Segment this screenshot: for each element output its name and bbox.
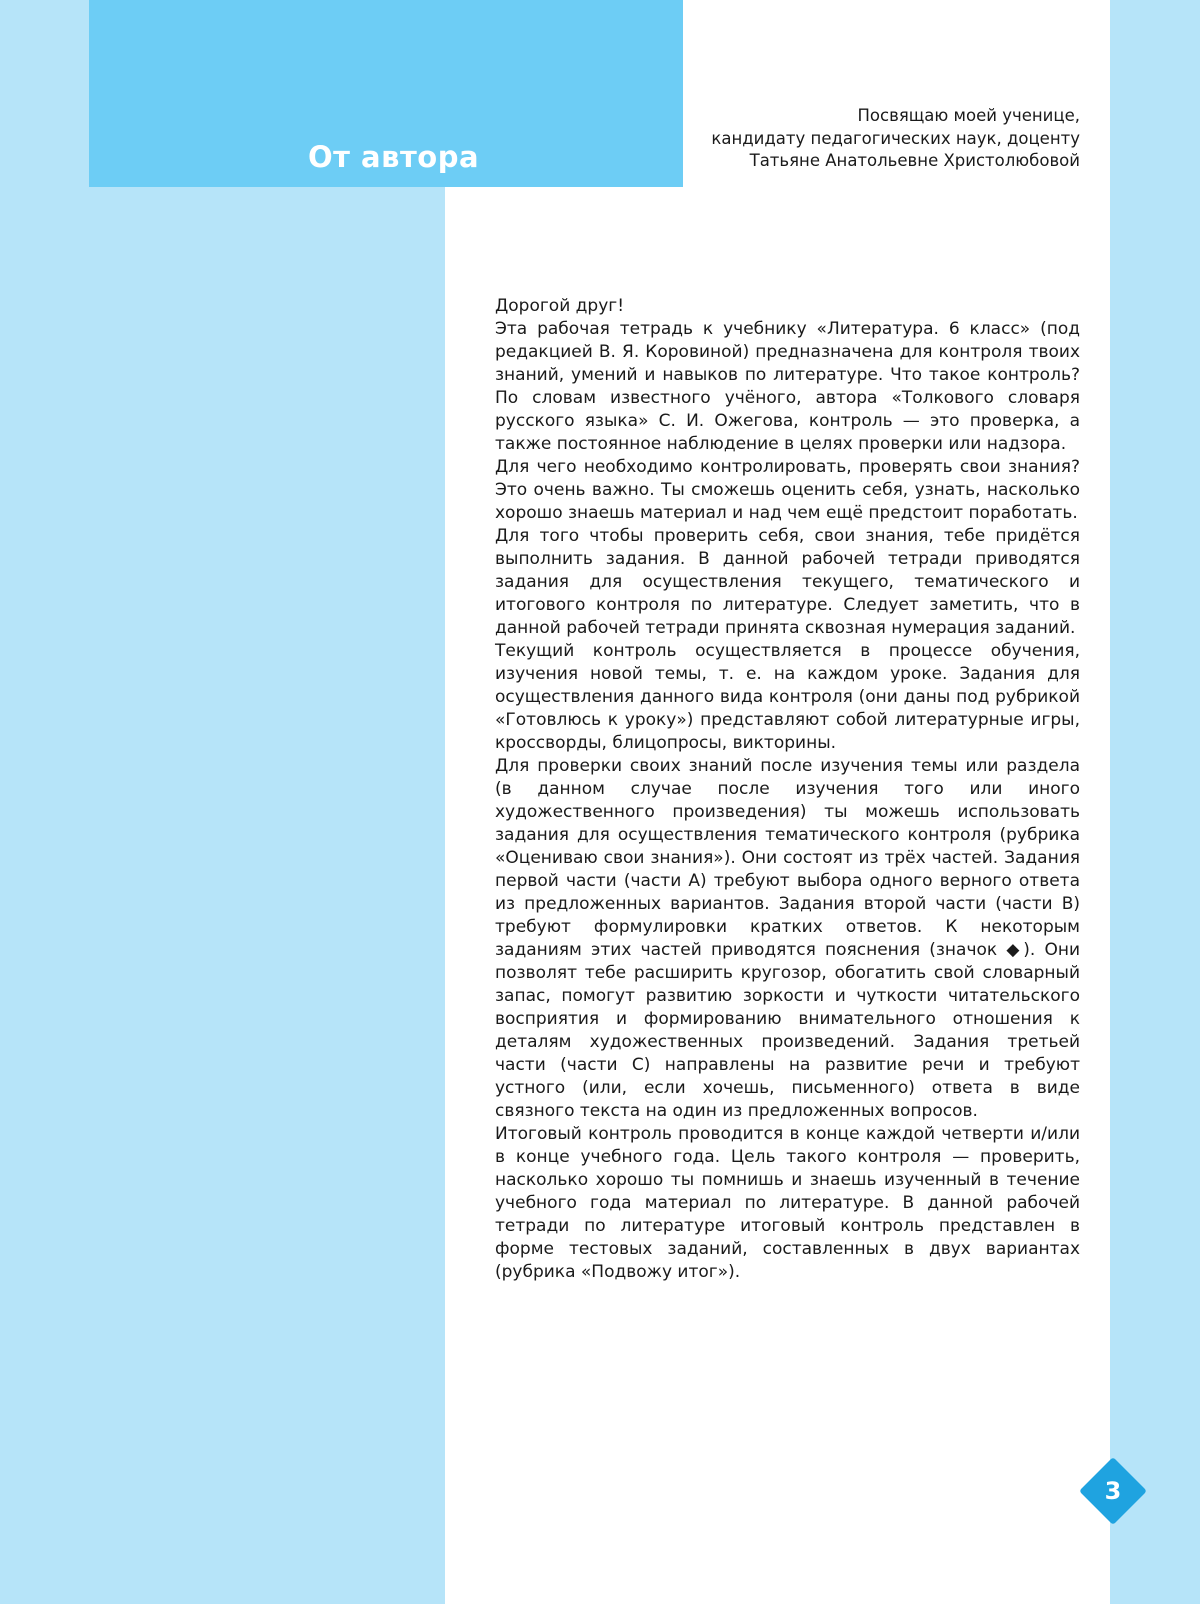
dedication-line: Татьяне Анатольевне Христолюбовой <box>749 151 1080 170</box>
letter-paragraph: Для чего необходимо контролировать, проверять свои знания? Это очень важно. Ты сможешь оценить себя, узнать, насколько хорошо знаешь материал и над чем ещё предстоит поработать. <box>495 457 1080 523</box>
dedication <box>660 105 1080 173</box>
page-number: 3 <box>1104 1477 1122 1505</box>
letter-paragraph: Эта рабочая тетрадь к учебнику «Литература. 6 класс» (под редакцией В. Я. Коровиной) предназначена для контроля твоих знаний, умений и навыков по литературе. Что такое контроль? По словам известного учёного, автора «Толкового словаря русского языка» С. И. Ожегова, контроль — это проверка, а также постоянное наблюдение в целях проверки или надзора. <box>495 319 1080 454</box>
dedication-line: кандидату педагогических наук, доценту <box>711 128 1080 148</box>
letter-greeting: Дорогой друг! <box>495 296 625 316</box>
left-decorative-band <box>0 0 445 1604</box>
letter-paragraph: Для того чтобы проверить себя, свои знания, тебе придётся выполнить задания. В данной рабочей тетради приводятся задания для осуществления текущего, тематического и итогового контроля по литературе. Следует заметить, что в данной рабочей тетради принята сквозная нумерация заданий. <box>495 526 1080 638</box>
section-title: От автора <box>308 140 480 174</box>
letter-body <box>495 295 1080 1284</box>
letter-paragraph: Для проверки своих знаний после изучения темы или раздела (в данном случае после изучения того или иного художественного произведения) ты можешь использовать задания для осуществления тематического контроля (рубрика «Оцениваю свои знания»). Они состоят из трёх частей. Задания первой части (части А) требуют выбора одного верного ответа из предложенных вариантов. Задания второй части (части В) требуют формулировки кратких ответов. К некоторым заданиям этих частей приводятся пояснения (значок ◆). Они позволят тебе расширить кругозор, обогатить свой словарный запас, помогут развитию зоркости и чуткости читательского восприятия и формированию внимательного отношения к деталям художественных произведений. Задания третьей части (части С) направлены на развитие речи и требуют устного (или, если хочешь, письменного) ответа в виде связного текста на один из предложенных вопросов. <box>495 756 1080 1121</box>
dedication-line: Посвящаю моей ученице, <box>857 106 1080 125</box>
right-decorative-band <box>1110 0 1200 1604</box>
letter-paragraph: Текущий контроль осуществляется в процессе обучения, изучения новой темы, т. е. на каждом уроке. Задания для осуществления данного вида контроля (они даны под рубрикой «Готовлюсь к уроку») представляют собой литературные игры, кроссворды, блицопросы, викторины. <box>495 641 1080 753</box>
letter-paragraph: Итоговый контроль проводится в конце каждой четверти и/или в конце учебного года. Цель такого контроля — проверить, насколько хорошо ты помнишь и знаешь изученный в течение учебного года материал по литературе. В данной рабочей тетради по литературе итоговый контроль представлен в форме тестовых заданий, составленных в двух вариантах (рубрика «Подвожу итог»). <box>495 1124 1080 1282</box>
